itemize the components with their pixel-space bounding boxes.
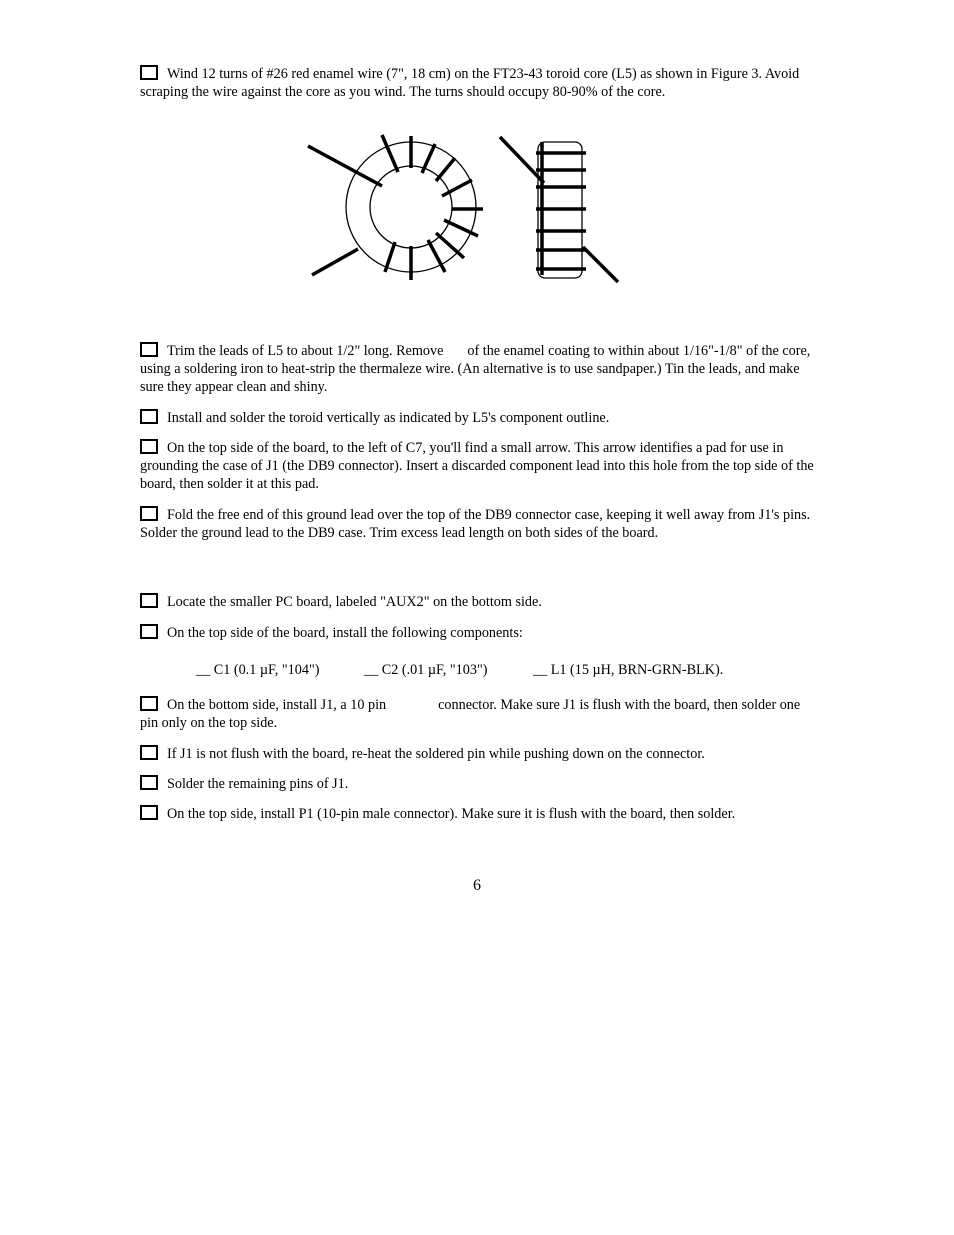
checkbox-icon[interactable] [140, 745, 158, 760]
page-number: 6 [473, 877, 481, 894]
step-text-b: of the enamel coating to within about 1/16"-1/8" of the core, using a soldering iron to heat-strip the thermaleze wire. (An alternative is to use sandpaper.) Tin the leads, and make sure they appear clean and shiny. [140, 343, 811, 395]
step-text: On the top side of the board, install the following components: [167, 625, 523, 641]
checkbox-icon[interactable] [140, 439, 158, 454]
checkbox-icon[interactable] [140, 593, 158, 608]
step-text: On the top side of the board, to the left of C7, you'll find a small arrow. This arrow identifies a pad for use in grounding the case of J1 (the DB9 connector). Insert a discarded component lead into this hole from the top side of the board, then solder it at this pad. [140, 440, 814, 492]
checkbox-icon[interactable] [140, 696, 158, 711]
step-text: Install and solder the toroid vertically as indicated by L5's component outline. [167, 410, 610, 426]
component-l1: __ L1 (15 µH, BRN-GRN-BLK). [533, 662, 724, 678]
component-list [196, 661, 723, 679]
toroid-winding-figure [300, 130, 630, 290]
step-wind-toroid [140, 65, 820, 101]
step-text: On the top side, install P1 (10-pin male connector). Make sure it is flush with the board, then solder. [167, 806, 736, 822]
component-c1: __ C1 (0.1 µF, "104") [196, 662, 320, 678]
component-c2: __ C2 (.01 µF, "103") [364, 662, 488, 678]
step-solder-remaining [140, 775, 820, 793]
step-text-a: On the bottom side, install J1, a 10 pin [167, 697, 387, 713]
step-text-b: connector. Make sure J1 is flush with the board, then solder one pin only on the top side. [140, 697, 801, 731]
step-locate-aux2 [140, 593, 820, 611]
toroid-side-view [500, 137, 618, 282]
checkbox-icon[interactable] [140, 65, 158, 80]
step-text: Fold the free end of this ground lead over the top of the DB9 connector case, keeping it well away from J1's pins. Solder the ground lead to the DB9 case. Trim excess lead length on both sides of the board. [140, 507, 811, 541]
step-install-toroid [140, 409, 820, 427]
step-text: Solder the remaining pins of J1. [167, 776, 349, 792]
step-text-a: Trim the leads of L5 to about 1/2" long. Remove [167, 343, 444, 359]
step-install-j1 [140, 696, 820, 732]
checkbox-icon[interactable] [140, 805, 158, 820]
step-text: If J1 is not flush with the board, re-heat the soldered pin while pushing down on the connector. [167, 746, 705, 762]
step-trim-leads [140, 342, 820, 396]
checkbox-icon[interactable] [140, 775, 158, 790]
checkbox-icon[interactable] [140, 409, 158, 424]
checkbox-icon[interactable] [140, 624, 158, 639]
step-text: Locate the smaller PC board, labeled "AUX2" on the bottom side. [167, 594, 542, 610]
step-fold-ground-lead [140, 506, 820, 542]
toroid-windings [308, 135, 483, 280]
checkbox-icon[interactable] [140, 506, 158, 521]
checkbox-icon[interactable] [140, 342, 158, 357]
step-install-components [140, 624, 820, 642]
step-reheat-pin [140, 745, 820, 763]
step-text: Wind 12 turns of #26 red enamel wire (7", 18 cm) on the FT23-43 toroid core (L5) as shown in Figure 3. Avoid scraping the wire against the core as you wind. The turns should occupy 80-90% of the core. [140, 66, 800, 100]
step-ground-pad [140, 439, 820, 493]
step-install-p1 [140, 805, 820, 823]
